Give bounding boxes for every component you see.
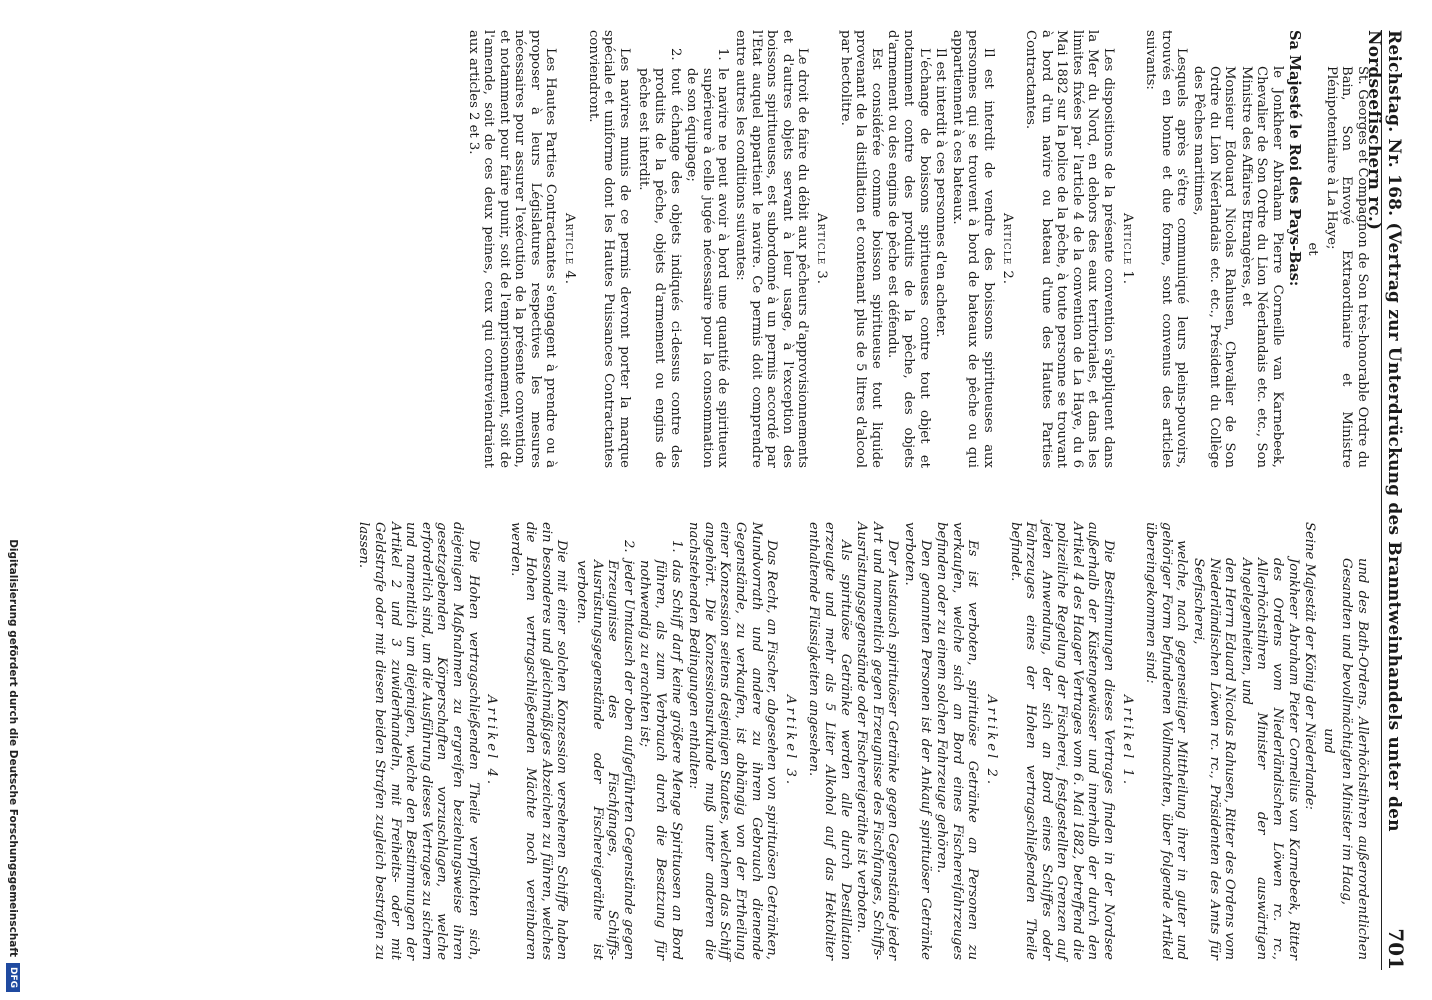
fr-article-4-title: Article 4. [562,213,578,285]
fr-article-3-list [636,48,731,468]
de-article-3-after: Die mit einer solchen Konzession versehenen Schiffe haben ein besonderes und gleichmäßiges Abzeichen zu führen, welches die Hohen vertragschließenden Mächte noch vereinbaren werden. [507,522,570,960]
fr-article-4-text: Les Hautes Parties Contractantes s'engagent à prendre ou à proposer à leurs Législatures respectives les mesures nécessaires pour assurer l'exécution de la présente convention, et notamment pour faire punir, soit de l'emprisonnement, soit de l'amende, soit de ces deux peines, ceux qui contreviendraient aux articles 2 et 3. [465,30,559,468]
fr-article-3-item-2: tout échange des objets indiqués ci-dessus contre des produits de la pêche, objets d'armement ou engins de pêche est interdit. [636,68,683,468]
list-item: 1.le navire ne peut avoir à bord une quantité de spiritueux supérieure à celle jugée nécessaire pour la consommation de son équipage; [684,48,731,468]
fr-intro-karnebeek: le Jonkheer Abraham Pierre Corneille van Karnebeek, Chevalier de Son Ordre du Lion Néerlandais etc. etc., Son Ministre des Affaires Etrangères, et [1238,66,1286,468]
de-article-1-title: Artikel 1. [1119,694,1135,788]
fr-article-2-p3: L'échange de boissons spiritueuses contre tout objet et notamment contre des produits de la pêche, des objets d'armement ou des engins de pêche est défendu. [885,30,932,468]
de-article-2-p1: Es ist verboten, spirituöse Getränke an Personen zu verkaufen, welche sich an Bord eines Fischereifahrzeuges befinden oder zu einem solchen Fahrzeuge gehören. [934,522,981,960]
fr-article-3-item-1: le navire ne peut avoir à bord une quantité de spiritueux supérieure à celle jugée nécessaire pour la consommation de son équipage; [684,68,731,468]
fr-article-2-p1: Il est interdit de vendre des boissons spiritueuses aux personnes qui se trouvent à bord de bateaux de pêche ou qui appartiennent à ces bateaux. [949,30,996,468]
fr-intro-1: St. Georges et Compagnon de Son très-honorable Ordre du Bain, Son Envoyé Extraordinaire et Ministre Plénipotentiaire à La Haye; [1323,66,1370,468]
fr-article-1-title: Article 1. [1119,213,1135,285]
de-article-3-item-2: jeder Umtausch der oben aufgeführten Gegenstände gegen Erzeugnisse des Fischfanges, Schiffs-Ausrüstungsgegenstände oder Fischereigeräthe ist verboten. [574,560,636,960]
running-title: Reichstag. Nr. 168. (Vertrag zur Unterdrückung des Branntweinhandels unter den Nordseefischern rc.) [1364,30,1404,832]
page-footer [0,0,26,1000]
de-article-2-p3: Der Austausch spirituöser Getränke gegen Gegenstände jeder Art und namentlich gegen Erzeugnisse des Fischfanges, Schiffs-Ausrüstungsgegenstände oder Fischereigeräthe ist verboten. [854,522,901,960]
de-intro-king: Seine Majestät der König der Niederlande: [1302,522,1318,810]
de-article-2-title: Artikel 2. [983,694,999,788]
de-article-3-title: Artikel 3. [782,694,798,788]
dfg-logo-icon: DFG [6,963,20,992]
german-column [40,522,1370,960]
de-article-2-p4: Als spirituöse Getränke werden alle durch Destillation erzeugte und mehr als 5 Liter Alkohol auf das Hektoliter enthaltende Flüssigkeiten angesehen. [806,522,853,960]
fr-article-2-title: Article 2. [999,213,1015,285]
dfg-credit: Digitalisierung gefördert durch die Deutsche Forschungsgemeinschaft [7,539,19,957]
de-article-3-list [574,540,684,960]
de-intro-1: und des Bath-Ordens, Allerhöchstihren außerordentlichen Gesandten und bevollmächtigten Minister im Haag, [1339,558,1370,960]
de-intro-und: und [1320,728,1336,754]
fr-intro-rahusen: Monsieur Edouard Nicolas Rahusen, Chevalier de Son Ordre du Lion Néerlandais etc. etc., Président du Collège des Pêches maritimes, [1191,66,1238,468]
de-article-1-text: Die Bestimmungen dieses Vertrages finden in der Nordsee außerhalb der Küstengewässer und innerhalb der durch den Artikel 4 des Haager Vertrages vom 6. Mai 1882, betreffend die polizeiliche Regelung der Fischerei, festgestellten Grenzen auf jeden Anwendung, der sich an Bord eines Schiffes oder Fahrzeuges eines der Hohen vertragschließenden Theile befindet. [1007,522,1117,960]
fr-article-3-after: Les navires munis de ce permis devront porter la marque spéciale et uniforme dont les Hautes Puissances Contractantes conviendront. [585,30,632,468]
fr-article-2-p4: Est considérée comme boisson spiritueuse tout liquide provenant de la distillation et contenant plus de 5 litres d'alcool par hectolitre. [837,30,884,468]
list-item: 2.tout échange des objets indiqués ci-dessus contre des produits de la pêche, objets d'armement ou engins de pêche est interdit. [636,48,683,468]
fr-intro-lesquels: Lesquels après s'être communiqué leurs pleins-pouvoirs, trouvés en bonne et due forme, sont convenus des articles suivants: [1143,30,1190,468]
french-column [40,30,1370,468]
de-article-2-p2: Den genannten Personen ist der Ankauf spirituöser Getränke verboten. [901,522,933,960]
de-article-4-text: Die Hohen vertragschließenden Theile verpflichten sich, diejenigen Maßnahmen zu ergreifen beziehungsweise ihren gesetzgebenden Körperschaften vorzuschlagen, welche erforderlich sind, um die Ausführung dieses Vertrages zu sichern und namentlich um diejenigen, welche den Bestimmungen der Artikel 2 und 3 zuwiderhandeln, mit Freiheits- oder mit Geldstrafe oder mit diesen beiden Strafen zugleich bestrafen zu lassen. [356,522,481,960]
fr-article-1-text: Les dispositions de la présente convention s'appliquent dans la Mer du Nord, en dehors des eaux territoriales, et dans les limites fixées par l'article 4 de la convention de La Haye, du 6 Mai 1882 sur la police de la pêche, à toute personne se trouvant à bord d'un navire ou bateau d'une des Hautes Parties Contractantes. [1023,30,1117,468]
fr-article-3-text: Le droit de faire du débit aux pêcheurs d'approvisionnements et d'autres objets servant à leur usage, à l'exception des boissons spiritueuses, est subordonné à un permis accordé par l'Etat auquel appartient le navire. Ce permis doit comprendre entre autres les conditions suivantes: [733,30,811,468]
de-intro-karnebeek: Jonkheer Abraham Pieter Cornelius van Karnebeek, Ritter des Ordens vom Niederländischen Löwen rc. rc., Allerhöchstihren Minister der auswärtigen Angelegenheiten, und [1238,558,1301,960]
list-item: 2.jeder Umtausch der oben aufgeführten Gegenstände gegen Erzeugnisse des Fischfanges, Schiffs-Ausrüstungsgegenstände oder Fischereigeräthe ist verboten. [574,540,636,960]
de-intro-welche: welche, nach gegenseitiger Mittheilung ihrer in guter und gehöriger Form befundenen Vollmachten, über folgende Artikel übereingekommen sind: [1143,522,1190,960]
fr-intro-king: Sa Majesté le Roi des Pays-Bas: [1285,30,1303,287]
de-article-3-item-1: das Schiff darf keine größere Menge Spirituosen an Bord führen, als zum Verbrauch durch die Besatzung für nothwendig zu erachten ist; [637,560,684,960]
de-article-4-title: Artikel 4. [484,694,500,788]
page-number: 701 [1384,928,1408,970]
de-article-3-text: Das Recht, an Fischer, abgesehen von spirituösen Getränken, Mundvorrath und andere zu ihrem Gebrauch dienende Gegenstände, zu verkaufen, ist abhängig von der Ertheilung einer Konzession seitens desjenigen Staates, welchem das Schiff angehört. Die Konzessionsurkunde muß unter anderen die nachstehenden Bedingungen enthalten: [686,522,780,960]
list-item: 1.das Schiff darf keine größere Menge Spirituosen an Bord führen, als zum Verbrauch durch die Besatzung für nothwendig zu erachten ist; [637,540,684,960]
de-intro-rahusen: den Herrn Eduard Nicolas Rahusen, Ritter des Ordens vom Niederländischen Löwen rc. rc., Präsidenten des Amts für Seefischerei, [1191,558,1238,960]
fr-intro-et: et [1305,242,1321,256]
page-header [1364,30,1408,970]
fr-article-3-title: Article 3. [814,213,829,285]
fr-article-2-p2: Il est interdit à ces personnes d'en acheter. [933,48,949,338]
